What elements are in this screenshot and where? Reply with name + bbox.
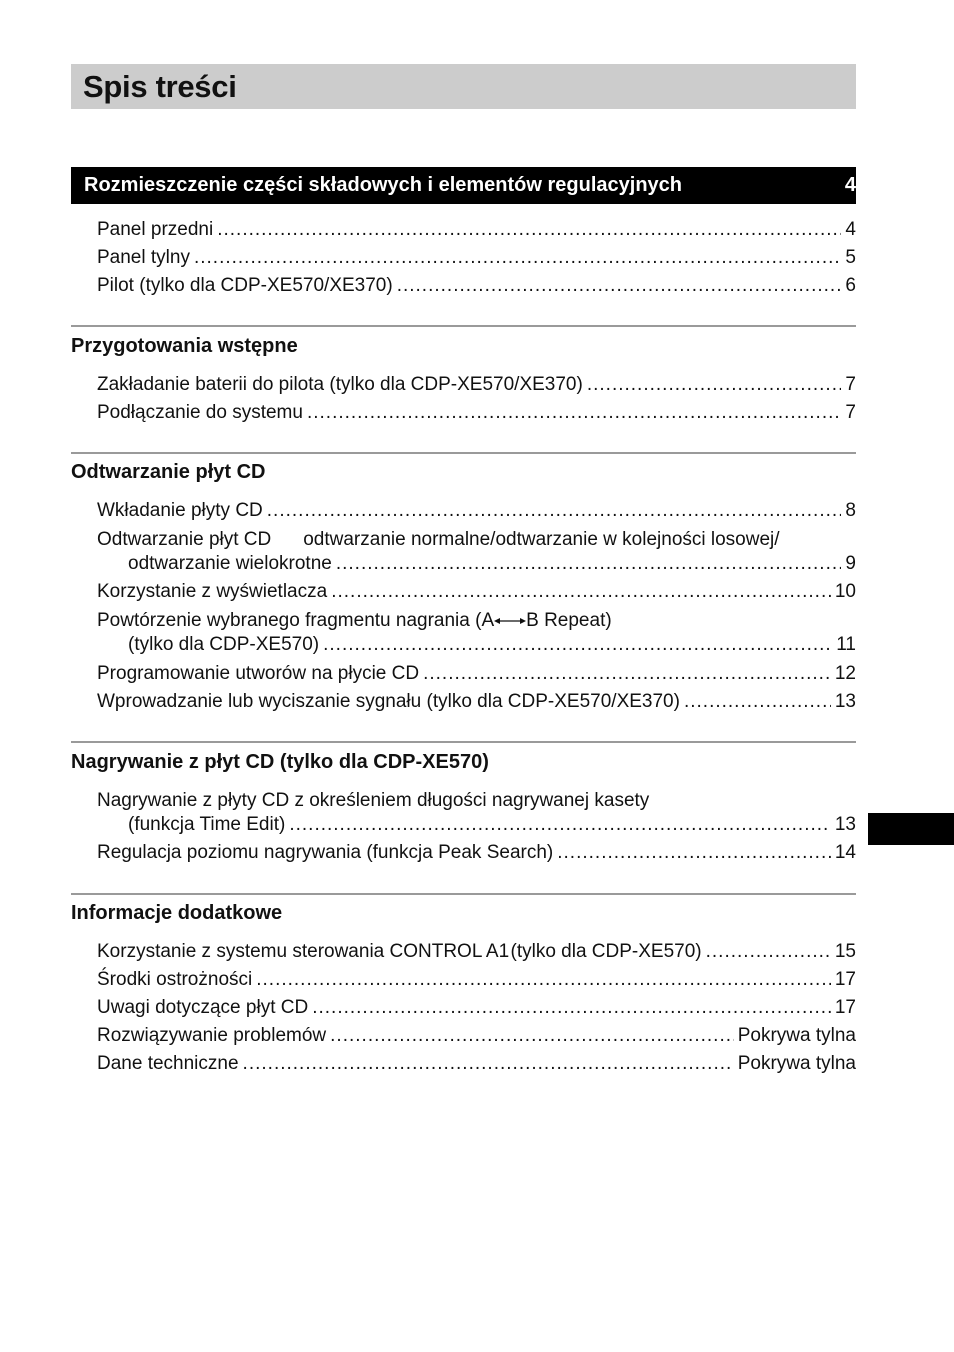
- section-divider: [71, 325, 856, 327]
- toc-entry[interactable]: [128, 634, 856, 660]
- toc-entry[interactable]: [97, 581, 856, 607]
- toc-entry-text: Podłączanie do systemu: [97, 402, 303, 423]
- toc-entry[interactable]: [97, 997, 856, 1023]
- dot-leader: [243, 1053, 734, 1075]
- toc-entry-first-line[interactable]: [97, 610, 612, 632]
- double-arrow-icon: [494, 616, 526, 626]
- toc-entry-text: (tylko dla CDP-XE570): [128, 634, 320, 655]
- toc-entry-text: Regulacja poziomu nagrywania (funkcja Peak Search): [97, 842, 554, 863]
- dot-leader: [684, 691, 831, 713]
- dot-leader: [336, 553, 842, 575]
- toc-entry-text: Nagrywanie z płyty CD z określeniem długości nagrywanej kasety: [97, 790, 650, 811]
- toc-entry-text: Wprowadzanie lub wyciszanie sygnału (tylko dla CDP-XE570/XE370): [97, 691, 680, 712]
- toc-entry[interactable]: [97, 941, 856, 967]
- toc-entry-text: Uwagi dotyczące płyt CD: [97, 997, 309, 1018]
- section-divider: [71, 893, 856, 895]
- toc-entry-first-line[interactable]: [97, 529, 780, 551]
- dot-leader: [307, 402, 841, 424]
- toc-entry-text: Dane techniczne: [97, 1053, 239, 1074]
- toc-page-number: 12: [834, 663, 856, 684]
- toc-page-number: 6: [845, 275, 856, 296]
- toc-page-number: 13: [834, 814, 856, 835]
- toc-entry[interactable]: [97, 691, 856, 717]
- toc-entry[interactable]: [97, 247, 856, 273]
- toc-entry[interactable]: [97, 1025, 856, 1051]
- dot-leader: [267, 500, 842, 522]
- dot-leader: [194, 247, 841, 269]
- toc-entry-text: Programowanie utworów na płycie CD: [97, 663, 420, 684]
- toc-entry-text: Środki ostrożności: [97, 969, 253, 990]
- toc-entry[interactable]: [97, 969, 856, 995]
- toc-entry[interactable]: [97, 1053, 856, 1079]
- section-page-number: 4: [844, 174, 856, 196]
- toc-entry[interactable]: [128, 814, 856, 840]
- toc-entry[interactable]: [97, 663, 856, 689]
- section-heading: Informacje dodatkowe: [71, 902, 283, 924]
- dot-leader: [289, 814, 831, 836]
- toc-page-number: 7: [845, 402, 856, 423]
- toc-page-number: 10: [834, 581, 856, 602]
- toc-entry[interactable]: [97, 374, 856, 400]
- toc-entry-text: Powtórzenie wybranego fragmentu nagrania (A: [97, 610, 495, 631]
- toc-entry[interactable]: [97, 219, 856, 245]
- side-thumb-tab: [868, 813, 954, 845]
- dot-leader: [217, 219, 841, 241]
- toc-entry-text: Odtwarzanie płyt CD: [97, 529, 272, 550]
- toc-page-number: 9: [845, 553, 856, 574]
- toc-entry[interactable]: [97, 500, 856, 526]
- toc-page-number: 5: [845, 247, 856, 268]
- toc-entry-text: Rozwiązywanie problemów: [97, 1025, 327, 1046]
- toc-entry-first-line[interactable]: [97, 790, 649, 812]
- toc-entry-text: Korzystanie z systemu sterowania CONTROL A1: [97, 941, 510, 962]
- dot-leader: [423, 663, 831, 685]
- toc-entry[interactable]: [128, 553, 856, 579]
- toc-page-number: 15: [834, 941, 856, 962]
- toc-page-number: 4: [845, 219, 856, 240]
- dot-leader: [557, 842, 831, 864]
- toc-page-number: 17: [834, 997, 856, 1018]
- toc-entry-text: odtwarzanie normalne/odtwarzanie w kolejności losowej/: [303, 529, 780, 550]
- page-title: Spis treści: [83, 68, 237, 104]
- toc-page-number: 7: [845, 374, 856, 395]
- section-heading-bar: [71, 167, 856, 204]
- section-divider: [71, 741, 856, 743]
- toc-page-number: Pokrywa tylna: [737, 1025, 856, 1046]
- section-heading: Przygotowania wstępne: [71, 335, 298, 357]
- toc-entry-text: B Repeat): [526, 610, 612, 631]
- dot-leader: [706, 941, 831, 963]
- toc-page-number: 17: [834, 969, 856, 990]
- dot-leader: [397, 275, 842, 297]
- toc-page-number: 8: [845, 500, 856, 521]
- toc-entry[interactable]: [97, 842, 856, 868]
- dot-leader: [323, 634, 832, 656]
- section-heading: Nagrywanie z płyt CD (tylko dla CDP-XE570): [71, 751, 489, 773]
- toc-page-number: 13: [834, 691, 856, 712]
- dot-leader: [330, 1025, 734, 1047]
- toc-entry-text: Korzystanie z wyświetlacza: [97, 581, 328, 602]
- section-divider: [71, 452, 856, 454]
- section-heading: Rozmieszczenie części składowych i elementów regulacyjnych: [84, 174, 683, 196]
- toc-entry[interactable]: [97, 275, 856, 301]
- dot-leader: [256, 969, 831, 991]
- section-heading: Odtwarzanie płyt CD: [71, 461, 266, 483]
- toc-entry-text: (tylko dla CDP-XE570): [510, 941, 702, 962]
- toc-entry-text: odtwarzanie wielokrotne: [128, 553, 332, 574]
- toc-entry-text: Wkładanie płyty CD: [97, 500, 263, 521]
- toc-page-number: 14: [834, 842, 856, 863]
- toc-entry-text: Panel tylny: [97, 247, 190, 268]
- dot-leader: [331, 581, 831, 603]
- toc-page-number: 11: [836, 634, 856, 655]
- toc-entry-text: (funkcja Time Edit): [128, 814, 286, 835]
- dot-leader: [587, 374, 842, 396]
- toc-page-number: Pokrywa tylna: [737, 1053, 856, 1074]
- toc-entry[interactable]: [97, 402, 856, 428]
- page-title-bar: [71, 64, 856, 109]
- toc-entry-text: Pilot (tylko dla CDP-XE570/XE370): [97, 275, 393, 296]
- dot-leader: [312, 997, 831, 1019]
- toc-entry-text: Panel przedni: [97, 219, 214, 240]
- toc-entry-text: Zakładanie baterii do pilota (tylko dla CDP-XE570/XE370): [97, 374, 583, 395]
